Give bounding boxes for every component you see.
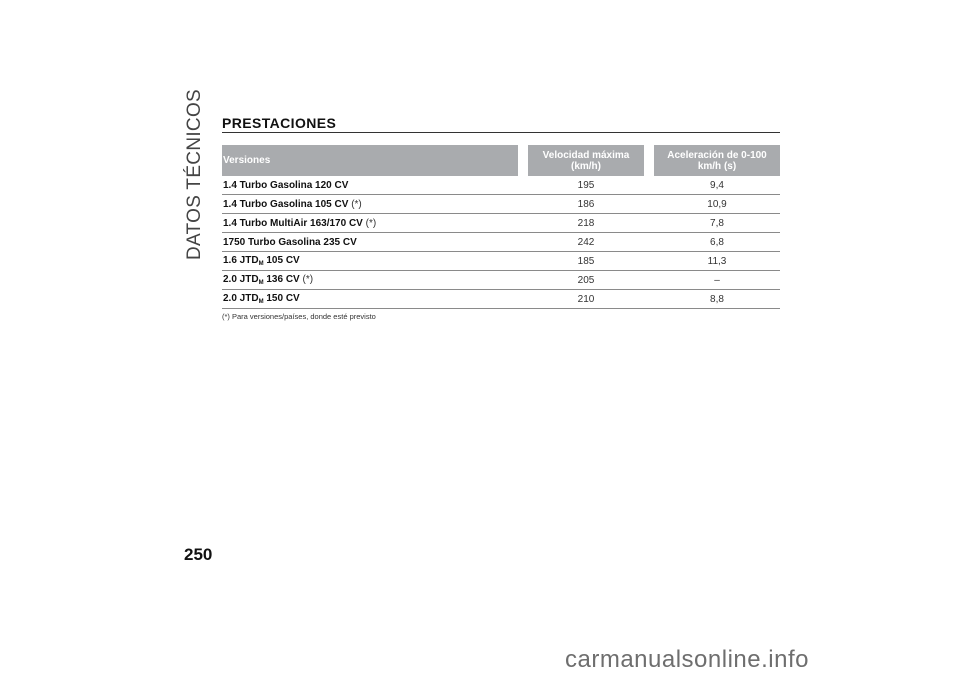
acceleration-cell: – xyxy=(654,271,780,290)
gap-cell xyxy=(644,252,654,271)
version-cell xyxy=(222,233,518,252)
acceleration-cell: 6,8 xyxy=(654,233,780,252)
section-side-label xyxy=(184,88,208,262)
table-row xyxy=(222,271,780,290)
speed-cell: 185 xyxy=(528,252,644,271)
gap-cell xyxy=(518,214,528,233)
performance-table xyxy=(222,145,780,309)
side-label-text: DATOS TÉCNICOS xyxy=(184,88,205,260)
performance-section xyxy=(222,116,780,321)
speed-cell: 186 xyxy=(528,195,644,214)
version-subscript: M xyxy=(258,280,264,286)
gap-cell xyxy=(518,271,528,290)
header-max-speed-line2: (km/h) xyxy=(571,160,601,172)
version-name-prefix: 2.0 JTD xyxy=(223,293,259,304)
speed-cell: 242 xyxy=(528,233,644,252)
version-name: 1750 Turbo Gasolina 235 CV xyxy=(223,236,357,248)
table-footnote: (*) Para versiones/países, donde esté previsto xyxy=(222,312,376,321)
gap-cell xyxy=(644,271,654,290)
speed-cell: 205 xyxy=(528,271,644,290)
acceleration-cell: 8,8 xyxy=(654,290,780,309)
gap-cell xyxy=(518,290,528,309)
footnote-marker: (*) xyxy=(351,198,362,210)
version-name-prefix: 1.6 JTD xyxy=(223,255,259,266)
version-name: 1.4 Turbo Gasolina 105 CV xyxy=(223,198,349,210)
version-name: 1.4 Turbo Gasolina 120 CV xyxy=(223,179,349,191)
gap-cell xyxy=(644,176,654,195)
footnote-marker: (*) xyxy=(365,217,377,229)
gap-cell xyxy=(518,176,528,195)
site-watermark: carmanualsonline.info xyxy=(565,646,809,673)
gap-cell xyxy=(518,195,528,214)
table-row xyxy=(222,290,780,309)
version-subscript: M xyxy=(258,299,264,305)
speed-cell: 218 xyxy=(528,214,644,233)
header-acceleration-line2: km/h (s) xyxy=(697,160,737,172)
version-cell xyxy=(222,176,518,195)
version-name-suffix: 105 CV xyxy=(266,255,300,266)
version-cell xyxy=(222,195,518,214)
speed-cell: 195 xyxy=(528,176,644,195)
header-versions: Versiones xyxy=(222,145,518,176)
gap-cell xyxy=(518,233,528,252)
table-row xyxy=(222,176,780,195)
table-row xyxy=(222,214,780,233)
header-acceleration-line1: Aceleración de 0-100 xyxy=(667,149,767,161)
gap-cell xyxy=(644,214,654,233)
gap-cell xyxy=(518,252,528,271)
header-max-speed xyxy=(528,145,644,176)
version-name-suffix: 150 CV xyxy=(266,293,300,304)
table-row xyxy=(222,195,780,214)
version-cell xyxy=(222,252,518,271)
footnote-marker: (*) xyxy=(302,274,314,285)
header-acceleration xyxy=(654,145,780,176)
acceleration-cell: 7,8 xyxy=(654,214,780,233)
section-title: PRESTACIONES xyxy=(222,116,780,133)
acceleration-cell: 10,9 xyxy=(654,195,780,214)
version-cell xyxy=(222,290,518,309)
table-header-row xyxy=(222,145,780,176)
gap-cell xyxy=(644,233,654,252)
table-row xyxy=(222,233,780,252)
speed-cell: 210 xyxy=(528,290,644,309)
acceleration-cell: 11,3 xyxy=(654,252,780,271)
header-gap xyxy=(644,145,654,176)
header-gap xyxy=(518,145,528,176)
version-name-prefix: 2.0 JTD xyxy=(223,274,259,285)
version-name-suffix: 136 CV xyxy=(266,274,300,285)
acceleration-cell: 9,4 xyxy=(654,176,780,195)
table-row xyxy=(222,252,780,271)
version-cell xyxy=(222,214,518,233)
gap-cell xyxy=(644,290,654,309)
version-subscript: M xyxy=(258,261,264,267)
page-number: 250 xyxy=(184,545,213,564)
version-name: 1.4 Turbo MultiAir 163/170 CV xyxy=(223,217,363,229)
version-cell xyxy=(222,271,518,290)
header-max-speed-line1: Velocidad máxima xyxy=(542,149,630,161)
gap-cell xyxy=(644,195,654,214)
